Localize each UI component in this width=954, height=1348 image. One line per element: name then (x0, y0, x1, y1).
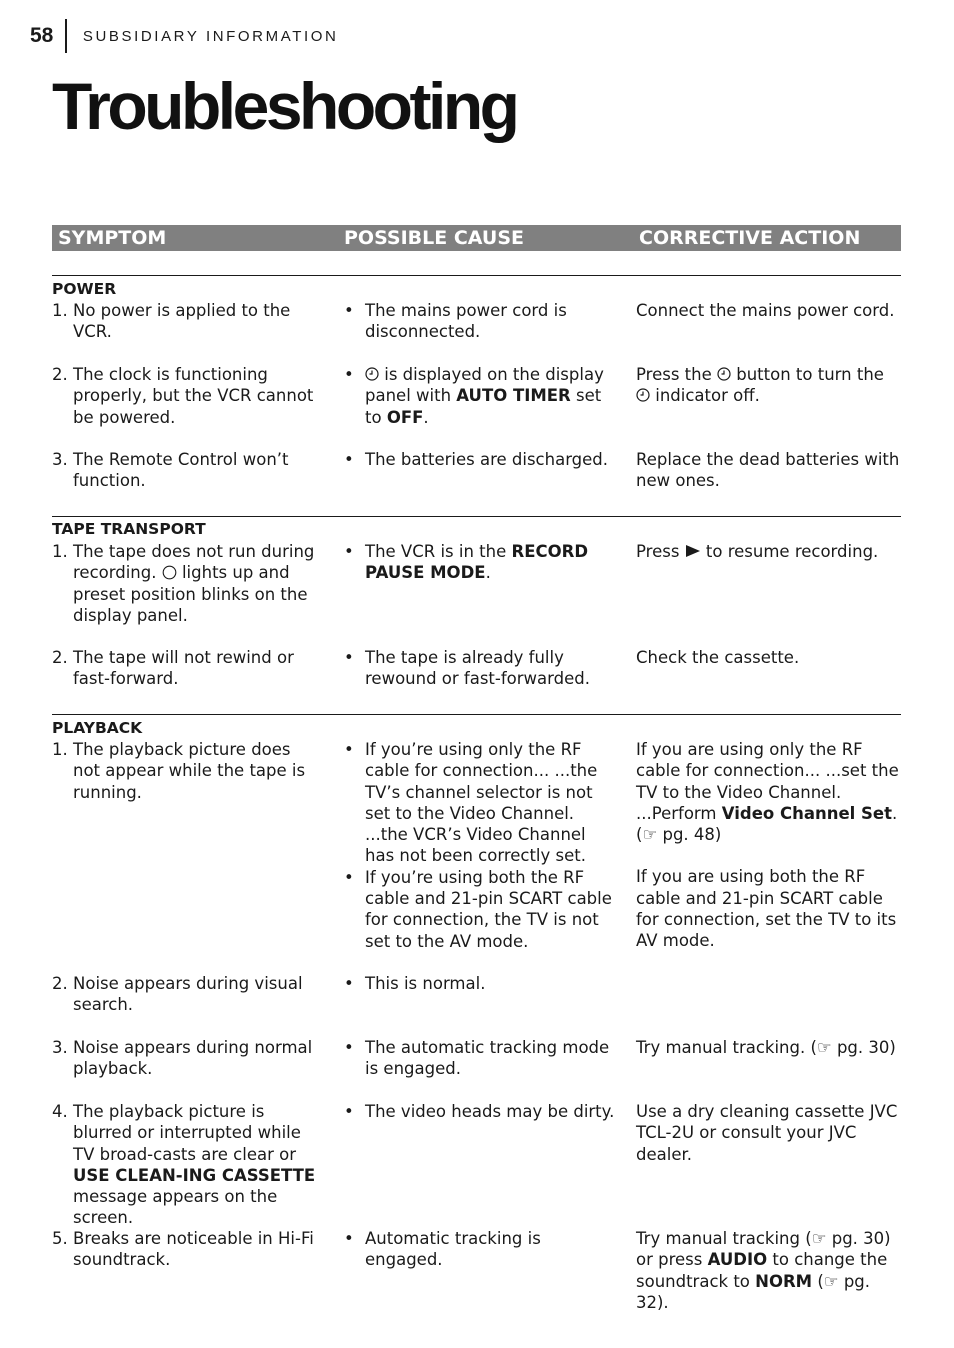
symptom-cell: 2. Noise appears during visual search. (52, 973, 320, 1016)
symptom-text: Noise appears during normal playback. (73, 1038, 313, 1079)
cause-cell: • The automatic tracking mode is engaged. (344, 1037, 616, 1080)
action-text: Check the cassette. (636, 648, 800, 667)
symptom-text: The tape will not rewind or fast-forward. (73, 648, 294, 689)
symptom-cell: 5. Breaks are noticeable in Hi-Fi soundtrack. (52, 1228, 320, 1271)
symptom-cell: 3. Noise appears during normal playback. (52, 1037, 320, 1080)
pointing-hand-icon: ☞ (811, 1229, 827, 1248)
action-text: Replace the dead batteries with new ones. (636, 450, 900, 491)
cause-cell: • The batteries are discharged. (344, 450, 609, 469)
page-header (30, 18, 338, 54)
symptom-text: Breaks are noticeable in Hi-Fi soundtrack. (73, 1229, 314, 1270)
action-text: Connect the mains power cord. (636, 301, 895, 320)
action-cell: Press to resume recording. (636, 542, 879, 561)
action-cell: Try manual tracking (☞ pg. 30) or press AUDIO to change the soundtrack to NORM (☞ pg. 32). (636, 1229, 891, 1312)
symptom-text: The playback picture does not appear while the tape is running. (73, 740, 306, 802)
col-header-symptom: SYMPTOM (58, 227, 167, 249)
cause-cell: • Automatic tracking is engaged. (344, 1228, 616, 1271)
cause-cell: • The video heads may be dirty. (344, 1102, 615, 1121)
cause-cell: • The VCR is in the RECORD PAUSE MODE. (344, 542, 589, 583)
symptom-cell: 1. The playback picture does not appear while the tape is running. (52, 739, 320, 803)
action-cell: Try manual tracking. (☞ pg. 30) (636, 1038, 896, 1057)
record-circle-icon (162, 565, 177, 580)
play-triangle-icon (685, 544, 701, 558)
table-header (52, 225, 901, 251)
symptom-text: The Remote Control won’t function. (73, 450, 289, 491)
timer-clock-icon (636, 388, 650, 402)
timer-clock-icon (717, 367, 731, 381)
pointing-hand-icon: ☞ (642, 825, 658, 845)
cause-cell: • The mains power cord is disconnected. (344, 300, 616, 343)
cause-cell: • The tape is already fully rewound or fast-forwarded. (344, 647, 616, 690)
symptom-cell: 2. The clock is functioning properly, but the VCR cannot be powered. (52, 364, 320, 428)
cause-cell: • This is normal. (344, 974, 486, 993)
cause-text: The video heads may be dirty. (365, 1102, 615, 1121)
cause-text: If you’re using only the RF cable for connection... ...the TV’s channel selector is not set to the Video Channel. ...the VCR’s Video Channel has not been correctly set. (365, 740, 598, 866)
symptom-cell: 3. The Remote Control won’t function. (52, 449, 320, 492)
col-header-cause: POSSIBLE CAUSE (344, 227, 524, 249)
symptom-text: No power is applied to the VCR. (73, 301, 291, 342)
cause-text: If you’re using both the RF cable and 21-pin SCART cable for connection, the TV is not set to the AV mode. (365, 867, 612, 951)
section-divider (52, 275, 901, 276)
symptom-text: Noise appears during visual search. (73, 974, 303, 1015)
section-divider (52, 516, 901, 517)
cause-cell: • is displayed on the display panel with AUTO TIMER set to OFF. (344, 365, 604, 427)
action-text: If you are using both the RF cable and 21-pin SCART cable for connection, set the TV to its AV mode. (636, 867, 897, 951)
cause-text: The tape is already fully rewound or fast-forwarded. (365, 648, 590, 689)
category-heading-power: POWER (52, 280, 117, 298)
action-cell: Press the button to turn the indicator off. (636, 365, 884, 406)
cause-text: The batteries are discharged. (365, 450, 609, 469)
symptom-cell: 2. The tape will not rewind or fast-forward. (52, 647, 320, 690)
symptom-text: The clock is functioning properly, but the VCR cannot be powered. (73, 365, 314, 427)
symptom-cell: 1. The tape does not run during recording. lights up and preset position blinks on the display panel. (52, 542, 315, 625)
cause-cell: • If you’re using only the RF cable for connection... ...the TV’s channel selector is not set to the Video Channel. ...the VCR’s Video Channel has not been correctly set. • If you’re using both the RF cable and 21-pin SCART cable for connection, the TV is not set to the AV mode. (344, 739, 616, 952)
timer-clock-icon (365, 367, 379, 381)
cause-text: The mains power cord is disconnected. (365, 301, 567, 342)
symptom-cell: 4. The playback picture is blurred or interrupted while TV broad-casts are clear or USE CLEAN-ING CASSETTE message appears on the screen. (52, 1102, 316, 1228)
pointing-hand-icon: ☞ (816, 1038, 832, 1057)
action-text: Use a dry cleaning cassette JVC TCL-2U or consult your JVC dealer. (636, 1102, 898, 1164)
page-title: Troubleshooting (52, 69, 517, 143)
section-title: SUBSIDIARY INFORMATION (82, 27, 339, 45)
category-heading-playback: PLAYBACK (52, 719, 143, 737)
symptom-cell: 1. No power is applied to the VCR. (52, 300, 320, 343)
col-header-action: CORRECTIVE ACTION (639, 227, 861, 249)
cause-text: The automatic tracking mode is engaged. (365, 1038, 610, 1079)
action-cell: If you are using only the RF cable for connection... ...set the TV to the Video Channel. ...Perform Video Channel Set. (☞ pg. 48) If you are using both the RF cable and 21-pin SCART cable for connection, set the TV to its AV mode. (636, 739, 901, 952)
category-heading-tape-transport: TAPE TRANSPORT (52, 520, 206, 538)
page-number: 58 (30, 24, 54, 47)
pointing-hand-icon: ☞ (823, 1271, 839, 1291)
cause-text: This is normal. (365, 974, 486, 993)
cause-text: Automatic tracking is engaged. (365, 1229, 541, 1270)
section-divider (52, 714, 901, 715)
